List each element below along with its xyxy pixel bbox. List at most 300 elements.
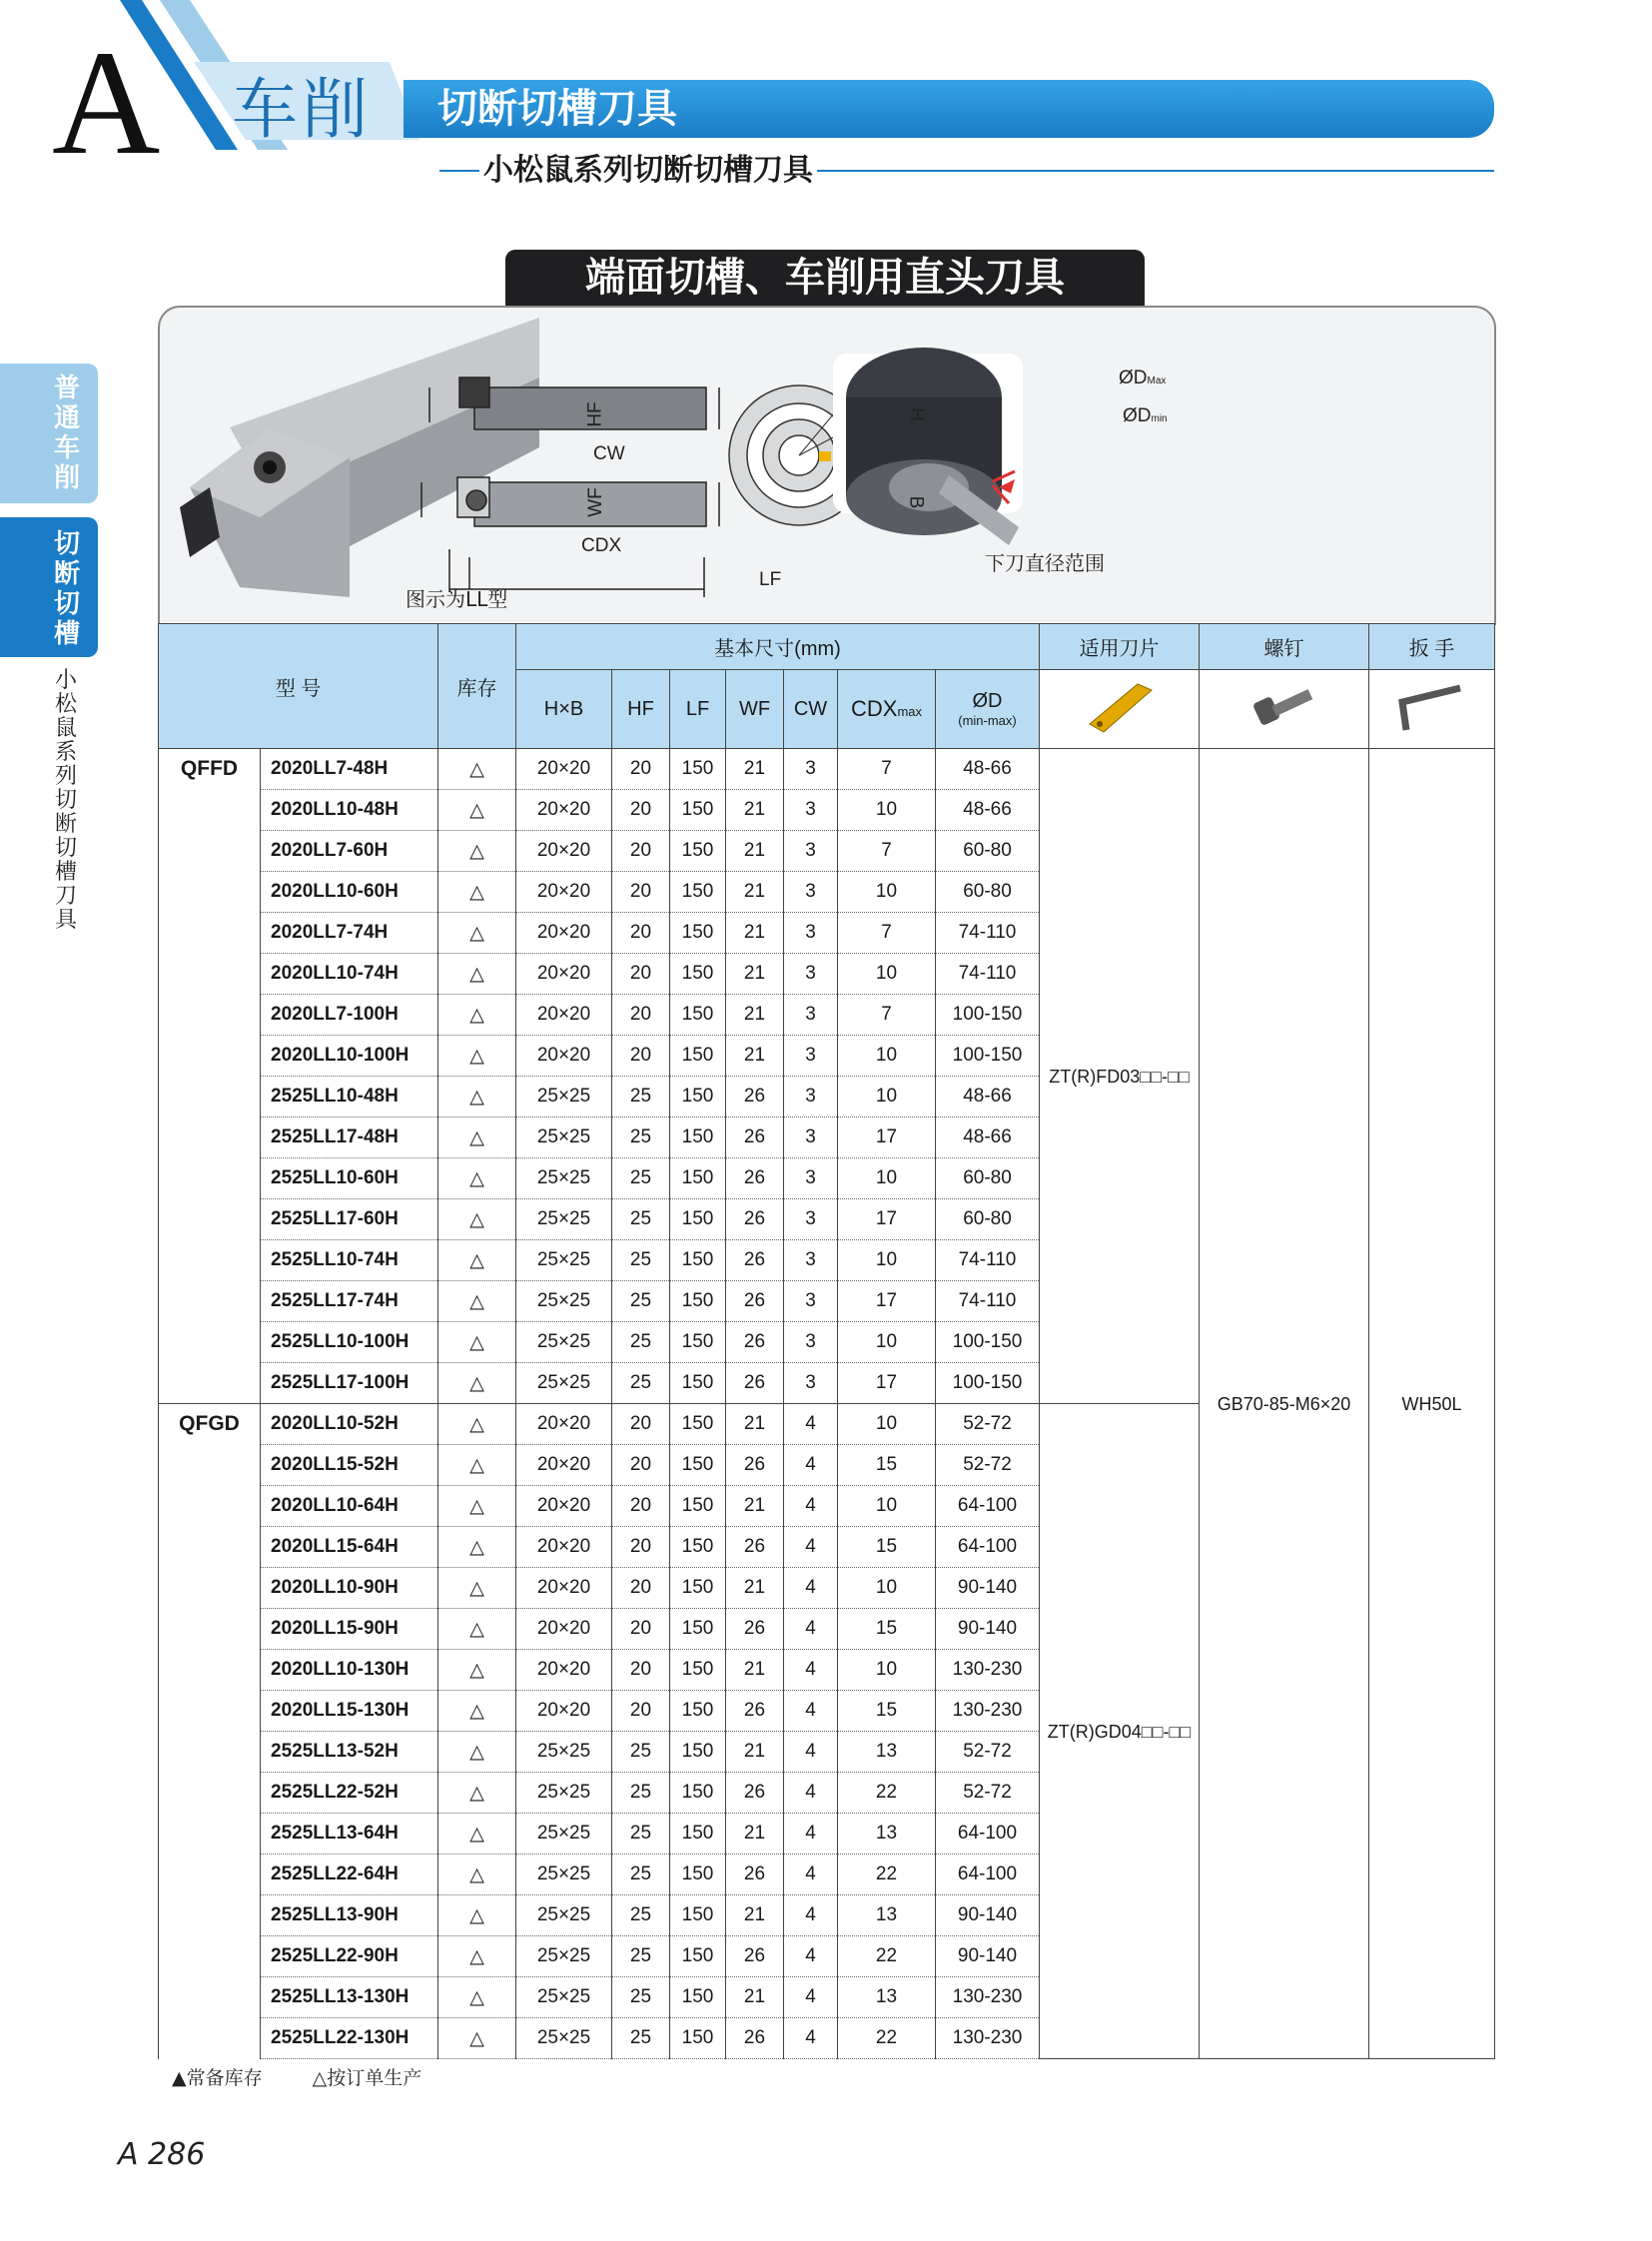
cdx-cell: 13 <box>838 1977 936 2018</box>
model-code: 2020LL10-48H <box>261 790 438 831</box>
model-code: 2525LL10-74H <box>261 1240 438 1281</box>
wf-cell: 21 <box>726 1977 784 2018</box>
lf-cell: 150 <box>670 1240 726 1281</box>
od-cell: 130-230 <box>936 1977 1040 2018</box>
hf-cell: 20 <box>612 913 670 954</box>
stock-cell: △ <box>438 1404 516 1445</box>
hf-cell: 20 <box>612 1445 670 1486</box>
side-tab-general-turning[interactable] <box>0 364 98 503</box>
od-cell: 90-140 <box>936 1936 1040 1977</box>
stock-cell: △ <box>438 2018 516 2059</box>
cdx-cell: 22 <box>838 1773 936 1814</box>
cw-cell: 3 <box>784 1281 838 1322</box>
model-code: 2020LL15-130H <box>261 1691 438 1732</box>
model-code: 2020LL7-74H <box>261 913 438 954</box>
hxb-cell: 25×25 <box>516 1936 612 1977</box>
hf-cell: 20 <box>612 831 670 872</box>
model-code: 2020LL10-52H <box>261 1404 438 1445</box>
model-code: 2525LL10-100H <box>261 1322 438 1363</box>
model-code: 2020LL15-90H <box>261 1609 438 1650</box>
hf-cell: 20 <box>612 1527 670 1568</box>
stock-cell: △ <box>438 913 516 954</box>
hf-cell: 25 <box>612 1281 670 1322</box>
stock-cell: △ <box>438 749 516 790</box>
lf-cell: 150 <box>670 1486 726 1527</box>
wf-cell: 26 <box>726 1691 784 1732</box>
wf-cell: 21 <box>726 1650 784 1691</box>
hf-cell: 25 <box>612 1977 670 2018</box>
cw-cell: 3 <box>784 1363 838 1404</box>
lf-cell: 150 <box>670 1322 726 1363</box>
screw-image <box>1200 670 1369 749</box>
model-code: 2525LL13-90H <box>261 1895 438 1936</box>
stock-legend <box>172 2063 465 2090</box>
model-code: 2525LL13-130H <box>261 1977 438 2018</box>
wrench-cell: WH50L <box>1369 749 1495 2059</box>
series-code: QFGD <box>159 1404 261 2059</box>
od-cell: 100-150 <box>936 1036 1040 1077</box>
hxb-cell: 20×20 <box>516 872 612 913</box>
header-insert: 适用刀片 <box>1040 624 1200 670</box>
model-code: 2525LL22-52H <box>261 1773 438 1814</box>
lf-cell: 150 <box>670 1077 726 1118</box>
od-cell: 64-100 <box>936 1527 1040 1568</box>
hf-cell: 20 <box>612 1036 670 1077</box>
header-hf: HF <box>612 670 670 749</box>
od-cell: 100-150 <box>936 995 1040 1036</box>
wf-cell: 21 <box>726 831 784 872</box>
wf-cell: 21 <box>726 1486 784 1527</box>
od-cell: 48-66 <box>936 749 1040 790</box>
dim-label-lf: LF <box>759 569 782 590</box>
wf-cell: 21 <box>726 1814 784 1855</box>
model-code: 2525LL17-48H <box>261 1118 438 1158</box>
cdx-cell: 17 <box>838 1363 936 1404</box>
wf-cell: 26 <box>726 1240 784 1281</box>
stock-cell: △ <box>438 831 516 872</box>
cw-cell: 3 <box>784 954 838 995</box>
series-code: QFFD <box>159 749 261 1404</box>
wf-cell: 26 <box>726 1363 784 1404</box>
dim-label-cw: CW <box>593 443 625 464</box>
wf-cell: 21 <box>726 790 784 831</box>
header-wf: WF <box>726 670 784 749</box>
cw-cell: 4 <box>784 1855 838 1895</box>
stock-cell: △ <box>438 1077 516 1118</box>
model-code: 2525LL10-48H <box>261 1077 438 1118</box>
hxb-cell: 20×20 <box>516 831 612 872</box>
stock-cell: △ <box>438 995 516 1036</box>
lf-cell: 150 <box>670 1118 726 1158</box>
od-cell: 52-72 <box>936 1445 1040 1486</box>
stock-cell: △ <box>438 954 516 995</box>
hxb-cell: 20×20 <box>516 1404 612 1445</box>
wf-cell: 21 <box>726 1568 784 1609</box>
stock-cell: △ <box>438 1281 516 1322</box>
cw-cell: 4 <box>784 1486 838 1527</box>
range-note: 下刀直径范围 <box>985 551 1105 575</box>
lf-cell: 150 <box>670 2018 726 2059</box>
lf-cell: 150 <box>670 872 726 913</box>
model-code: 2020LL15-52H <box>261 1445 438 1486</box>
side-tab-label: 普通车削 <box>53 374 80 493</box>
hf-cell: 25 <box>612 1240 670 1281</box>
hf-cell: 25 <box>612 1814 670 1855</box>
insert-cell: ZT(R)GD04□□-□□ <box>1040 1404 1200 2059</box>
cdx-cell: 13 <box>838 1814 936 1855</box>
hxb-cell: 25×25 <box>516 1732 612 1773</box>
cw-cell: 3 <box>784 1158 838 1199</box>
hf-cell: 20 <box>612 1691 670 1732</box>
model-code: 2525LL22-64H <box>261 1855 438 1895</box>
tool-holder-render <box>180 318 539 597</box>
wf-cell: 26 <box>726 1077 784 1118</box>
hf-cell: 25 <box>612 1895 670 1936</box>
cdx-cell: 10 <box>838 1486 936 1527</box>
dim-label-cdx: CDX <box>581 535 622 556</box>
wf-cell: 21 <box>726 1895 784 1936</box>
lf-cell: 150 <box>670 1977 726 2018</box>
wf-cell: 21 <box>726 954 784 995</box>
stock-cell: △ <box>438 1814 516 1855</box>
model-code: 2020LL7-60H <box>261 831 438 872</box>
wf-cell: 26 <box>726 1855 784 1895</box>
stock-cell: △ <box>438 1240 516 1281</box>
model-code: 2020LL10-130H <box>261 1650 438 1691</box>
model-code: 2020LL7-100H <box>261 995 438 1036</box>
lf-cell: 150 <box>670 1527 726 1568</box>
od-cell: 52-72 <box>936 1732 1040 1773</box>
model-code: 2020LL7-48H <box>261 749 438 790</box>
header-hxb: H×B <box>516 670 612 749</box>
cdx-cell: 22 <box>838 2018 936 2059</box>
header-lf: LF <box>670 670 726 749</box>
lf-cell: 150 <box>670 1609 726 1650</box>
lf-cell: 150 <box>670 1158 726 1199</box>
cw-cell: 3 <box>784 995 838 1036</box>
od-cell: 52-72 <box>936 1773 1040 1814</box>
hxb-cell: 20×20 <box>516 1609 612 1650</box>
stock-cell: △ <box>438 1363 516 1404</box>
hf-cell: 20 <box>612 1486 670 1527</box>
wf-cell: 26 <box>726 1609 784 1650</box>
model-code: 2525LL13-52H <box>261 1732 438 1773</box>
od-cell: 64-100 <box>936 1814 1040 1855</box>
wf-cell: 26 <box>726 1527 784 1568</box>
hxb-cell: 25×25 <box>516 1240 612 1281</box>
od-cell: 74-110 <box>936 954 1040 995</box>
hxb-cell: 25×25 <box>516 1077 612 1118</box>
hf-cell: 20 <box>612 1609 670 1650</box>
od-cell: 60-80 <box>936 872 1040 913</box>
lf-cell: 150 <box>670 1445 726 1486</box>
stock-cell: △ <box>438 1732 516 1773</box>
od-cell: 48-66 <box>936 1118 1040 1158</box>
side-tab-label: 切断切槽 <box>53 529 80 649</box>
hxb-cell: 25×25 <box>516 1895 612 1936</box>
hxb-cell: 25×25 <box>516 1977 612 2018</box>
cdx-cell: 15 <box>838 1609 936 1650</box>
hf-cell: 20 <box>612 1568 670 1609</box>
dim-label-wf: WF <box>584 487 606 517</box>
stock-cell: △ <box>438 1773 516 1814</box>
cdx-cell: 17 <box>838 1281 936 1322</box>
hf-cell: 25 <box>612 1077 670 1118</box>
cw-cell: 4 <box>784 1732 838 1773</box>
lf-cell: 150 <box>670 1568 726 1609</box>
cdx-cell: 17 <box>838 1199 936 1240</box>
spec-table <box>158 623 1495 2059</box>
stock-cell: △ <box>438 1609 516 1650</box>
cw-cell: 4 <box>784 1650 838 1691</box>
insert-icon <box>1080 676 1160 736</box>
lf-cell: 150 <box>670 1895 726 1936</box>
hxb-cell: 25×25 <box>516 1118 612 1158</box>
insert-cell: ZT(R)FD03□□-□□ <box>1040 749 1200 1404</box>
wf-cell: 21 <box>726 1404 784 1445</box>
cw-cell: 4 <box>784 1773 838 1814</box>
stock-cell: △ <box>438 1036 516 1077</box>
hxb-cell: 20×20 <box>516 995 612 1036</box>
stock-cell: △ <box>438 1855 516 1895</box>
od-cell: 60-80 <box>936 1158 1040 1199</box>
hf-cell: 25 <box>612 2018 670 2059</box>
cdx-cell: 10 <box>838 1158 936 1199</box>
table-row <box>159 749 1495 790</box>
hex-wrench-icon <box>1392 676 1472 736</box>
cdx-cell: 10 <box>838 872 936 913</box>
legend-regular: ▲常备库存 <box>172 2067 263 2089</box>
od-cell: 90-140 <box>936 1895 1040 1936</box>
od-cell: 48-66 <box>936 790 1040 831</box>
category-label: 车削 <box>232 71 372 148</box>
insert-image <box>1040 670 1200 749</box>
hf-cell: 25 <box>612 1773 670 1814</box>
cw-cell: 4 <box>784 1609 838 1650</box>
cdx-cell: 22 <box>838 1855 936 1895</box>
hf-cell: 25 <box>612 1855 670 1895</box>
lf-cell: 150 <box>670 1773 726 1814</box>
hxb-cell: 25×25 <box>516 2018 612 2059</box>
od-cell: 64-100 <box>936 1855 1040 1895</box>
model-code: 2020LL10-100H <box>261 1036 438 1077</box>
hxb-cell: 25×25 <box>516 1281 612 1322</box>
stock-cell: △ <box>438 1977 516 2018</box>
cdx-cell: 7 <box>838 749 936 790</box>
wf-cell: 26 <box>726 1936 784 1977</box>
side-category-text: 小松鼠系列切断切槽刀具 <box>54 668 77 933</box>
lf-cell: 150 <box>670 1691 726 1732</box>
wf-cell: 26 <box>726 1445 784 1486</box>
wrench-image <box>1369 670 1495 749</box>
page-number: A 286 <box>118 2137 206 2172</box>
hf-cell: 25 <box>612 1936 670 1977</box>
cw-cell: 4 <box>784 1814 838 1855</box>
wf-cell: 26 <box>726 1773 784 1814</box>
cdx-cell: 7 <box>838 913 936 954</box>
wf-cell: 26 <box>726 1281 784 1322</box>
hxb-cell: 25×25 <box>516 1363 612 1404</box>
lf-cell: 150 <box>670 790 726 831</box>
hf-cell: 20 <box>612 1404 670 1445</box>
lf-cell: 150 <box>670 954 726 995</box>
stock-cell: △ <box>438 1118 516 1158</box>
cw-cell: 3 <box>784 749 838 790</box>
hxb-cell: 20×20 <box>516 954 612 995</box>
cw-cell: 3 <box>784 1077 838 1118</box>
cdx-cell: 10 <box>838 1036 936 1077</box>
stock-cell: △ <box>438 1895 516 1936</box>
wf-cell: 26 <box>726 1199 784 1240</box>
cw-cell: 4 <box>784 1404 838 1445</box>
cw-cell: 4 <box>784 1895 838 1936</box>
hxb-cell: 20×20 <box>516 1486 612 1527</box>
cdx-cell: 10 <box>838 954 936 995</box>
stock-cell: △ <box>438 1568 516 1609</box>
wf-cell: 21 <box>726 1732 784 1773</box>
hxb-cell: 20×20 <box>516 1568 612 1609</box>
stock-cell: △ <box>438 1322 516 1363</box>
cw-cell: 4 <box>784 1568 838 1609</box>
stock-cell: △ <box>438 1199 516 1240</box>
stock-cell: △ <box>438 1527 516 1568</box>
hf-cell: 20 <box>612 1650 670 1691</box>
hxb-cell: 20×20 <box>516 790 612 831</box>
hf-cell: 25 <box>612 1118 670 1158</box>
cw-cell: 3 <box>784 790 838 831</box>
screw-cell: GB70-85-M6×20 <box>1200 749 1369 2059</box>
header-model: 型 号 <box>159 624 438 749</box>
hxb-cell: 25×25 <box>516 1773 612 1814</box>
cdx-cell: 13 <box>838 1895 936 1936</box>
stock-cell: △ <box>438 1650 516 1691</box>
wf-cell: 21 <box>726 913 784 954</box>
cw-cell: 3 <box>784 1322 838 1363</box>
hf-cell: 25 <box>612 1199 670 1240</box>
stock-cell: △ <box>438 1691 516 1732</box>
hf-cell: 20 <box>612 995 670 1036</box>
lf-cell: 150 <box>670 995 726 1036</box>
stock-cell: △ <box>438 1936 516 1977</box>
od-cell: 60-80 <box>936 831 1040 872</box>
model-code: 2525LL22-130H <box>261 2018 438 2059</box>
od-cell: 64-100 <box>936 1486 1040 1527</box>
od-cell: 100-150 <box>936 1322 1040 1363</box>
hxb-cell: 20×20 <box>516 1445 612 1486</box>
od-cell: 60-80 <box>936 1199 1040 1240</box>
legend-order: △按订单生产 <box>312 2067 422 2089</box>
model-code: 2020LL10-60H <box>261 872 438 913</box>
hxb-cell: 20×20 <box>516 913 612 954</box>
od-cell: 130-230 <box>936 2018 1040 2059</box>
hxb-cell: 20×20 <box>516 1527 612 1568</box>
screw-icon <box>1244 681 1324 731</box>
hxb-cell: 20×20 <box>516 1036 612 1077</box>
model-code: 2525LL10-60H <box>261 1158 438 1199</box>
stock-cell: △ <box>438 872 516 913</box>
model-code: 2020LL15-64H <box>261 1527 438 1568</box>
stock-cell: △ <box>438 1486 516 1527</box>
hxb-cell: 20×20 <box>516 1650 612 1691</box>
lf-cell: 150 <box>670 1814 726 1855</box>
cdx-cell: 10 <box>838 1404 936 1445</box>
stock-cell: △ <box>438 790 516 831</box>
od-cell: 74-110 <box>936 1281 1040 1322</box>
lf-cell: 150 <box>670 1404 726 1445</box>
lf-cell: 150 <box>670 1732 726 1773</box>
header-basic-dims: 基本尺寸(mm) <box>516 624 1040 670</box>
cdx-cell: 15 <box>838 1527 936 1568</box>
hf-cell: 25 <box>612 1322 670 1363</box>
figure-note: 图示为LL型 <box>406 587 508 611</box>
cdx-cell: 13 <box>838 1732 936 1773</box>
cdx-cell: 10 <box>838 1322 936 1363</box>
lf-cell: 150 <box>670 1199 726 1240</box>
od-cell: 130-230 <box>936 1691 1040 1732</box>
wf-cell: 26 <box>726 1322 784 1363</box>
tool-diagrams <box>160 308 1492 623</box>
lf-cell: 150 <box>670 1281 726 1322</box>
lf-cell: 150 <box>670 1650 726 1691</box>
dim-label-dmin: ØDmin <box>1123 405 1168 426</box>
grooving-render <box>833 348 1023 545</box>
wf-cell: 26 <box>726 1158 784 1199</box>
model-code: 2525LL17-60H <box>261 1199 438 1240</box>
od-cell: 130-230 <box>936 1650 1040 1691</box>
cdx-cell: 10 <box>838 790 936 831</box>
cdx-cell: 7 <box>838 995 936 1036</box>
stock-cell: △ <box>438 1445 516 1486</box>
hf-cell: 25 <box>612 1363 670 1404</box>
lf-cell: 150 <box>670 1855 726 1895</box>
lf-cell: 150 <box>670 913 726 954</box>
hxb-cell: 20×20 <box>516 749 612 790</box>
cdx-cell: 15 <box>838 1445 936 1486</box>
cdx-cell: 15 <box>838 1691 936 1732</box>
cw-cell: 3 <box>784 872 838 913</box>
od-cell: 74-110 <box>936 913 1040 954</box>
page-subtitle: 小松鼠系列切断切槽刀具 <box>479 153 817 189</box>
hf-cell: 25 <box>612 1732 670 1773</box>
lf-cell: 150 <box>670 1036 726 1077</box>
od-cell: 90-140 <box>936 1609 1040 1650</box>
model-code: 2020LL10-64H <box>261 1486 438 1527</box>
model-code: 2525LL13-64H <box>261 1814 438 1855</box>
od-cell: 90-140 <box>936 1568 1040 1609</box>
page-title: 切断切槽刀具 <box>437 86 677 132</box>
cw-cell: 4 <box>784 1977 838 2018</box>
cw-cell: 3 <box>784 1199 838 1240</box>
header-cw: CW <box>784 670 838 749</box>
cdx-cell: 10 <box>838 1650 936 1691</box>
side-tab-parting-grooving[interactable] <box>0 517 98 657</box>
chapter-letter: A <box>52 20 161 186</box>
od-cell: 74-110 <box>936 1240 1040 1281</box>
dim-label-b: B <box>905 495 927 509</box>
model-code: 2020LL10-90H <box>261 1568 438 1609</box>
cw-cell: 3 <box>784 831 838 872</box>
cw-cell: 4 <box>784 1936 838 1977</box>
cdx-cell: 10 <box>838 1077 936 1118</box>
od-cell: 100-150 <box>936 1363 1040 1404</box>
wf-cell: 26 <box>726 1118 784 1158</box>
dim-label-h: H <box>905 407 927 421</box>
cdx-cell: 22 <box>838 1936 936 1977</box>
od-cell: 52-72 <box>936 1404 1040 1445</box>
wf-cell: 21 <box>726 995 784 1036</box>
cw-cell: 4 <box>784 1527 838 1568</box>
header-cdx: CDXmax <box>838 670 936 749</box>
